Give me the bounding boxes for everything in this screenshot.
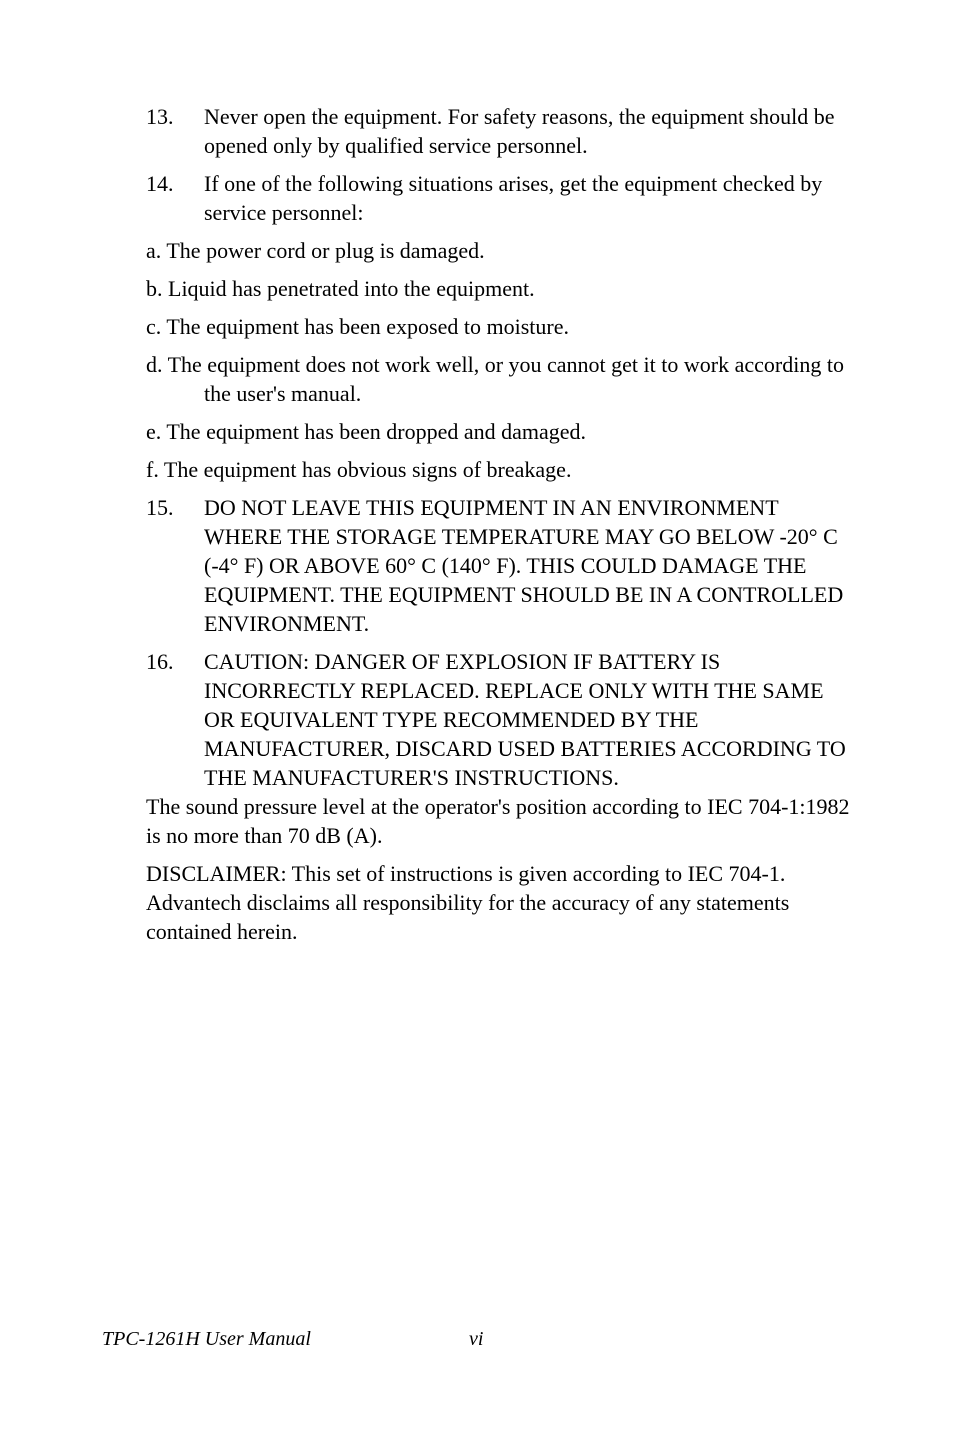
list-text: CAUTION: DANGER OF EXPLOSION IF BATTERY IS INCORRECTLY REPLACED. REPLACE ONLY WITH THE SAME OR EQUIVALENT TYPE RECOMMENDED BY THE MANUFACTURER, DISCARD USED BATTERIES ACCORDING TO THE MANUFACTURER'S INSTRUCTIONS. bbox=[204, 649, 846, 790]
page-content bbox=[146, 102, 852, 946]
sub-item-e: e. The equipment has been dropped and damaged. bbox=[146, 419, 587, 444]
list-item-14 bbox=[146, 169, 852, 227]
list-text: If one of the following situations arises, get the equipment checked by service personnel: bbox=[204, 171, 823, 225]
sub-item-f: f. The equipment has obvious signs of breakage. bbox=[146, 457, 572, 482]
list-text: DO NOT LEAVE THIS EQUIPMENT IN AN ENVIRONMENT WHERE THE STORAGE TEMPERATURE MAY GO BELOW -20° C (-4° F) OR ABOVE 60° C (140° F). THIS COULD DAMAGE THE EQUIPMENT. THE EQUIPMENT SHOULD BE IN A CONTROLLED ENVIRONMENT. bbox=[204, 495, 844, 636]
sub-item-d: d. The equipment does not work well, or you cannot get it to work according to the user's manual. bbox=[146, 352, 844, 406]
list-item-16 bbox=[146, 647, 852, 792]
footer-manual-title: TPC-1261H User Manual bbox=[102, 1328, 311, 1350]
list-text: Never open the equipment. For safety reasons, the equipment should be opened only by qualified service personnel. bbox=[204, 104, 835, 158]
list-item-15 bbox=[146, 493, 852, 638]
list-number: 15. bbox=[146, 495, 174, 520]
sub-item-b: b. Liquid has penetrated into the equipment. bbox=[146, 276, 535, 301]
list-number: 14. bbox=[146, 171, 174, 196]
disclaimer-paragraph: DISCLAIMER: This set of instructions is given according to IEC 704-1. Advantech disclaims all responsibility for the accuracy of any statements contained herein. bbox=[146, 861, 790, 944]
list-item-13 bbox=[146, 102, 852, 160]
list-number: 13. bbox=[146, 104, 174, 129]
footer-page-number: vi bbox=[469, 1328, 484, 1350]
sub-item-c: c. The equipment has been exposed to moisture. bbox=[146, 314, 569, 339]
sub-item-a: a. The power cord or plug is damaged. bbox=[146, 238, 485, 263]
sound-pressure-paragraph: The sound pressure level at the operator's position according to IEC 704-1:1982 is no more than 70 dB (A). bbox=[146, 794, 850, 848]
list-number: 16. bbox=[146, 649, 174, 674]
